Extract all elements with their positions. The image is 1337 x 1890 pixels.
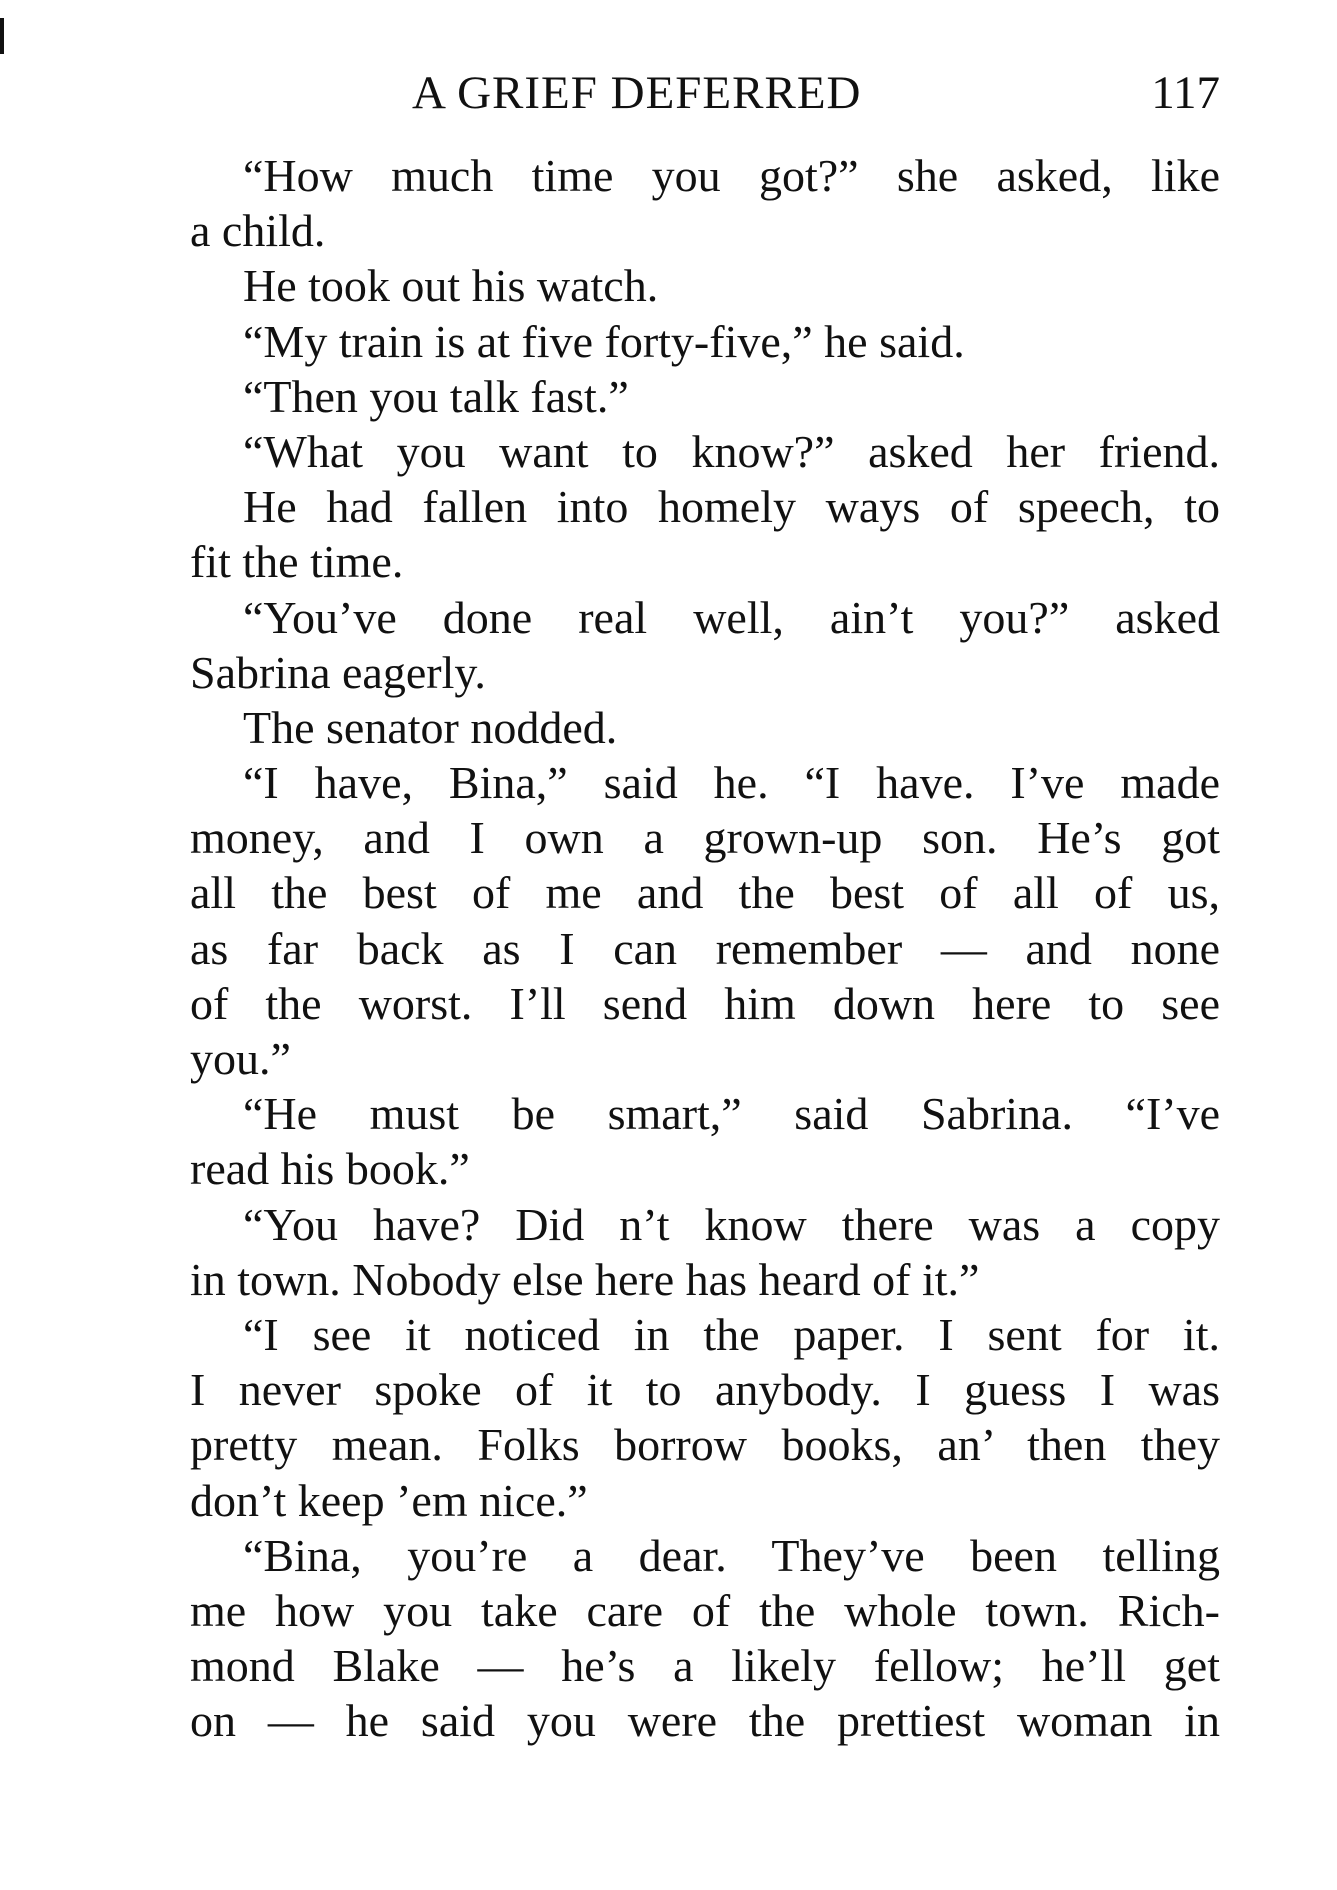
text-line: Sabrina eagerly. (190, 646, 486, 698)
text-line: “He must be smart,” said Sabrina. “I’ve (243, 1088, 1220, 1140)
text-line: fit the time. (190, 536, 404, 588)
text-line: mond Blake — he’s a likely fellow; he’ll get (190, 1640, 1220, 1692)
text-line: “Bina, you’re a dear. They’ve been telling (243, 1529, 1220, 1581)
scan-edge-mark (0, 18, 4, 54)
text-line: me how you take care of the whole town. Rich- (190, 1584, 1220, 1636)
body-text (190, 148, 1220, 1748)
text-line: “How much time you got?” she asked, like (243, 150, 1220, 201)
running-title: A GRIEF DEFERRED (412, 67, 862, 119)
text-line: read his book.” (190, 1143, 470, 1195)
text-line: “You’ve done real well, ain’t you?” asked (243, 591, 1220, 643)
text-line: “My train is at five forty-five,” he said. (243, 315, 965, 367)
text-line: a child. (190, 205, 326, 257)
text-line: “What you want to know?” asked her friend. (243, 425, 1220, 477)
text-line: “I see it noticed in the paper. I sent for it. (243, 1308, 1220, 1360)
text-line: “You have? Did n’t know there was a copy (243, 1198, 1220, 1250)
text-line: of the worst. I’ll send him down here to see (190, 977, 1220, 1029)
text-line: you.” (190, 1033, 291, 1084)
text-line: “I have, Bina,” said he. “I have. I’ve made (243, 757, 1220, 809)
text-line: I never spoke of it to anybody. I guess I was (190, 1364, 1220, 1416)
text-line: on — he said you were the prettiest woman in (190, 1695, 1220, 1747)
text-line: don’t keep ’em nice.” (190, 1474, 588, 1526)
text-line: pretty mean. Folks borrow books, an’ then they (190, 1419, 1220, 1471)
page-number: 117 (1151, 67, 1220, 119)
text-line: He had fallen into homely ways of speech, to (243, 481, 1220, 533)
running-head (190, 58, 1220, 128)
text-line: as far back as I can remember — and none (190, 922, 1220, 974)
text-line: The senator nodded. (243, 701, 618, 753)
text-line: money, and I own a grown-up son. He’s got (190, 812, 1220, 864)
text-line: all the best of me and the best of all of us, (190, 867, 1220, 919)
text-line: in town. Nobody else here has heard of it.” (190, 1253, 980, 1305)
text-line: He took out his watch. (243, 260, 659, 312)
text-line: “Then you talk fast.” (243, 370, 629, 422)
